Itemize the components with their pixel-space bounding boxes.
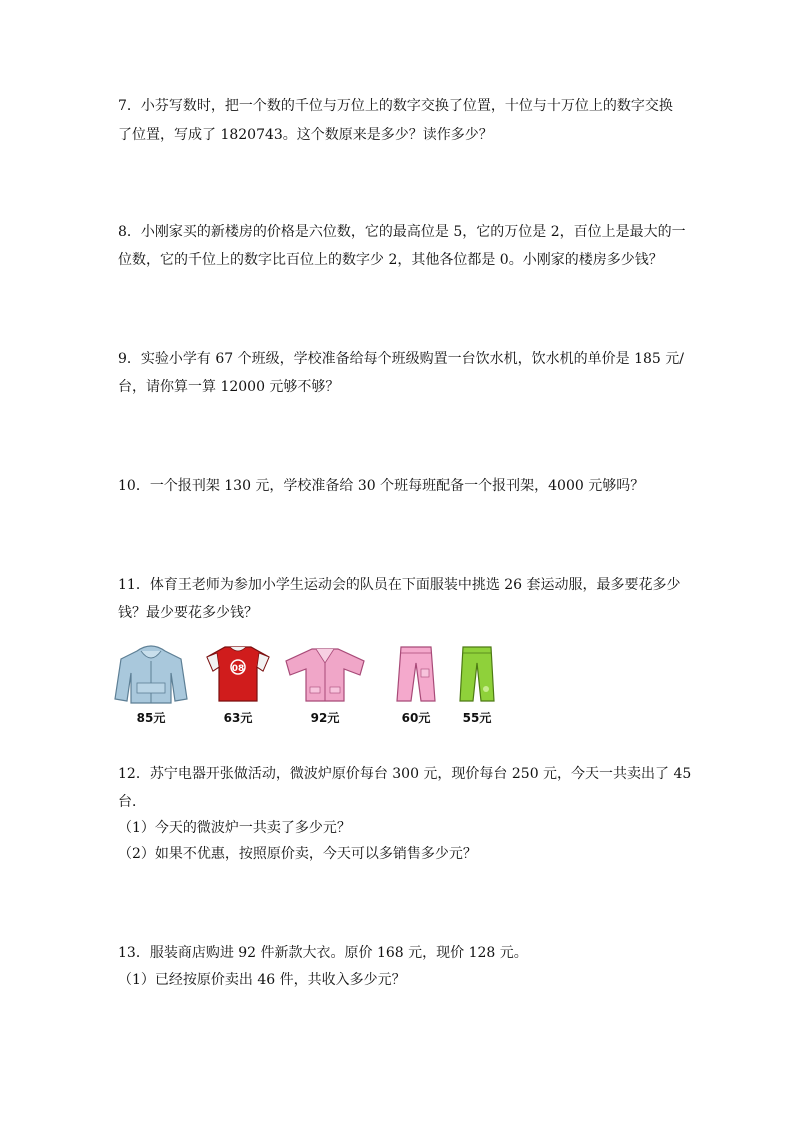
price-label: 63元 bbox=[223, 711, 253, 725]
tshirt-icon bbox=[203, 643, 273, 705]
svg-text:08: 08 bbox=[231, 664, 245, 674]
price-label: 85元 bbox=[136, 711, 166, 725]
question-13-sub-1: （1）已经按原价卖出 46 件，共收入多少元？ bbox=[118, 972, 406, 988]
price-label: 92元 bbox=[310, 711, 340, 725]
question-7-line-1: 7．小芬写数时，把一个数的千位与万位上的数字交换了位置，十位与十万位上的数字交换 bbox=[118, 98, 673, 114]
question-9-line-1: 9．实验小学有 67 个班级，学校准备给每个班级购置一台饮水机，饮水机的单价是 185 元/ bbox=[118, 351, 684, 367]
clothing-price-row bbox=[0, 643, 794, 733]
hoodie-icon bbox=[111, 643, 191, 705]
clothing-item-jacket bbox=[280, 643, 370, 725]
question-7-line-2: 了位置，写成了 1820743。这个数原来是多少？读作多少？ bbox=[118, 127, 493, 143]
clothing-item-green-pants bbox=[432, 643, 522, 725]
question-12-sub-1: （1）今天的微波炉一共卖了多少元？ bbox=[118, 820, 351, 836]
question-12-line-1: 12．苏宁电器开张做活动，微波炉原价每台 300 元，现价每台 250 元，今天一共卖出了 45 bbox=[118, 766, 692, 782]
jacket-icon bbox=[282, 643, 368, 705]
question-12-sub-2: （2）如果不优惠，按照原价卖，今天可以多销售多少元？ bbox=[118, 846, 477, 862]
question-9-line-2: 台，请你算一算 12000 元够不够？ bbox=[118, 379, 340, 395]
pants-icon bbox=[452, 643, 502, 705]
clothing-item-tshirt bbox=[193, 643, 283, 725]
clothing-item-hoodie bbox=[106, 643, 196, 725]
question-8-line-2: 位数，它的千位上的数字比百位上的数字少 2，其他各位都是 0。小刚家的楼房多少钱？ bbox=[118, 252, 663, 268]
question-13-line-1: 13．服装商店购进 92 件新款大衣。原价 168 元，现价 128 元。 bbox=[118, 945, 528, 961]
question-11-line-2: 钱？最少要花多少钱？ bbox=[118, 605, 258, 621]
question-8-line-1: 8．小刚家买的新楼房的价格是六位数，它的最高位是 5，它的万位是 2，百位上是最大的一 bbox=[118, 224, 686, 240]
price-label: 60元 bbox=[401, 711, 431, 725]
price-label: 55元 bbox=[462, 711, 492, 725]
question-10-line-1: 10．一个报刊架 130 元，学校准备给 30 个班每班配备一个报刊架，4000 元够吗？ bbox=[118, 478, 645, 494]
question-11-line-1: 11．体育王老师为参加小学生运动会的队员在下面服装中挑选 26 套运动服，最多要花多少 bbox=[118, 577, 681, 593]
question-12-line-2: 台． bbox=[118, 794, 146, 810]
